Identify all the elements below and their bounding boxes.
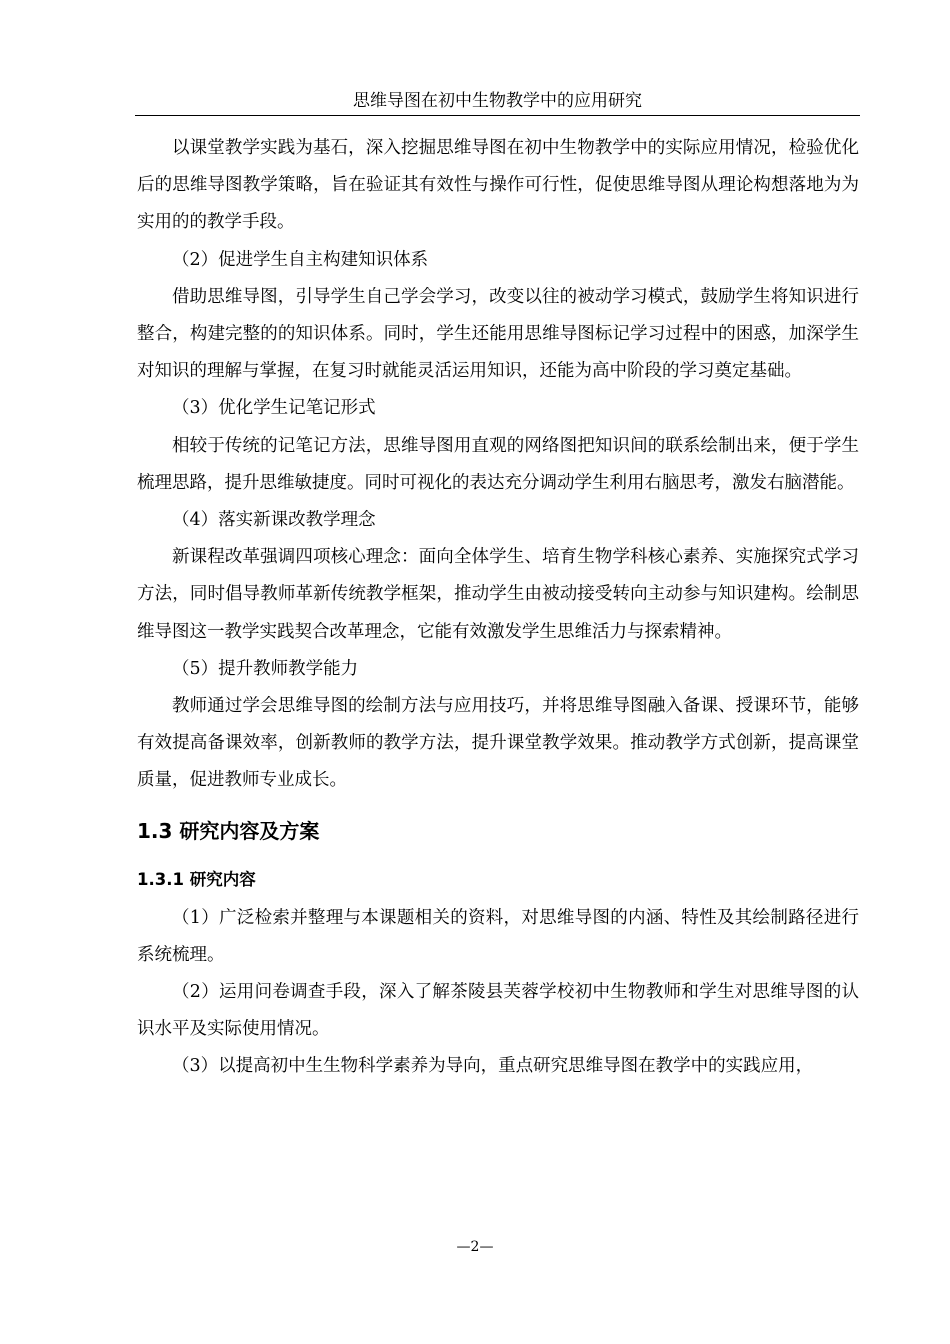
body-paragraph: 以课堂教学实践为基石，深入挖掘思维导图在初中生物教学中的实际应用情况，检验优化后的思维导图教学策略，旨在验证其有效性与操作可行性，促使思维导图从理论构想落地为为实用的的教学手段。 <box>137 138 859 233</box>
page-number: —2— <box>456 1239 494 1255</box>
item-3-title: （3）优化学生记笔记形式 <box>172 398 376 419</box>
item-4-title: （4）落实新课改教学理念 <box>172 510 376 531</box>
content-item-2: （2）运用问卷调查手段，深入了解茶陵县芙蓉学校初中生物教师和学生对思维导图的认识水平及实际使用情况。 <box>137 982 859 1040</box>
item-2-text: 借助思维导图，引导学生自己学会学习，改变以往的被动学习模式，鼓励学生将知识进行整合，构建完整的的知识体系。同时，学生还能用思维导图标记学习过程中的困惑，加深学生对知识的理解与掌握，在复习时就能灵活运用知识，还能为高中阶段的学习奠定基础。 <box>137 286 859 382</box>
item-5-title: （5）提升教师教学能力 <box>172 658 359 679</box>
content-item-1: （1）广泛检索并整理与本课题相关的资料，对思维导图的内涵、特性及其绘制路径进行系统梳理。 <box>137 907 859 965</box>
subsection-heading: 1.3.1 研究内容 <box>137 869 256 889</box>
item-4-text: 新课程改革强调四项核心理念：面向全体学生、培育生物学科核心素养、实施探究式学习方法，同时倡导教师革新传统教学框架，推动学生由被动接受转向主动参与知识建构。绘制思维导图这一教学实践契合改革理念，它能有效激发学生思维活力与探索精神。 <box>137 547 859 642</box>
content-item-3: （3）以提高初中生生物科学素养为导向，重点研究思维导图在教学中的实践应用， <box>172 1056 814 1077</box>
page-body <box>137 130 859 1086</box>
item-2-title: （2）促进学生自主构建知识体系 <box>172 249 429 270</box>
item-3-text: 相较于传统的记笔记方法，思维导图用直观的网络图把知识间的联系绘制出来，便于学生梳理思路，提升思维敏捷度。同时可视化的表达充分调动学生利用右脑思考，激发右脑潜能。 <box>137 435 859 493</box>
section-heading: 1.3 研究内容及方案 <box>137 818 320 843</box>
item-5-text: 教师通过学会思维导图的绘制方法与应用技巧，并将思维导图融入备课、授课环节，能够有效提高备课效率，创新教师的教学方法，提升课堂教学效果。推动教学方式创新，提高课堂质量，促进教师专业成长。 <box>137 696 859 791</box>
running-header: 思维导图在初中生物教学中的应用研究 <box>135 88 860 116</box>
